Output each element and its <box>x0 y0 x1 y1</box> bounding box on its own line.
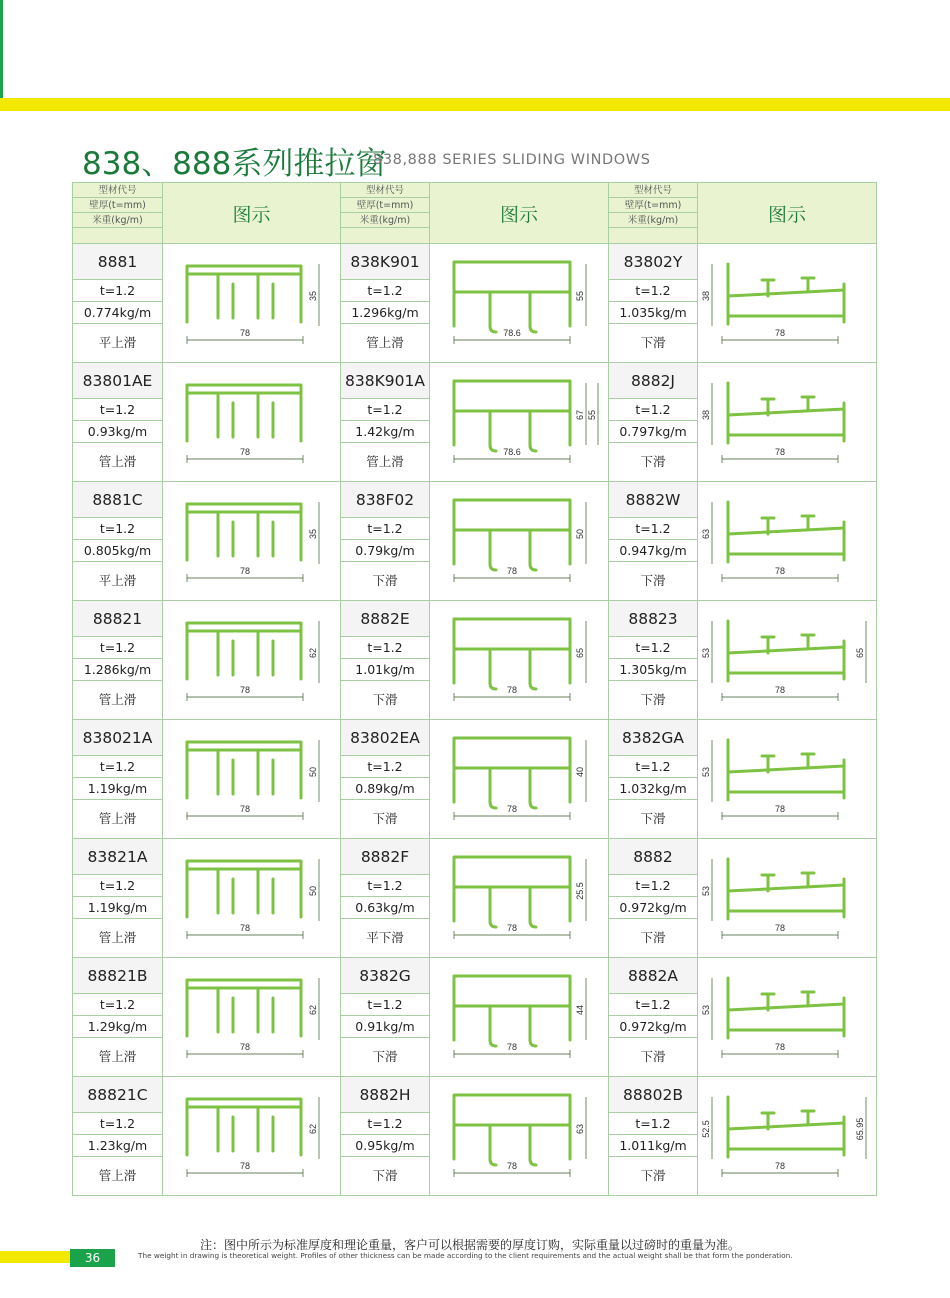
page-number: 36 <box>70 1249 115 1267</box>
profile-row <box>73 601 877 720</box>
dimension-label: 67 <box>575 409 585 421</box>
dimension-label: 78 <box>774 685 786 695</box>
profile-code: 8882F <box>341 839 429 875</box>
dimension-label: 78 <box>774 447 786 457</box>
profile-outline <box>187 861 301 917</box>
profile-code: 8382G <box>341 958 429 994</box>
profile-type: 下滑 <box>372 573 398 588</box>
profile-thickness: t=1.2 <box>341 994 429 1016</box>
profile-info <box>341 958 430 1077</box>
profile-info <box>341 720 430 839</box>
dimension-label: 78 <box>774 1161 786 1171</box>
profile-code: 83802Y <box>609 244 697 280</box>
header-thickness-label: 壁厚(t=mm) <box>341 198 429 213</box>
profile-outline <box>187 504 301 560</box>
profile-drawing <box>430 839 608 957</box>
profile-outline <box>454 619 570 689</box>
profile-drawing <box>163 244 341 362</box>
profile-outline <box>728 978 844 1038</box>
header-blank <box>341 228 429 243</box>
profile-drawing <box>430 482 608 600</box>
dimension-label: 78 <box>239 447 251 457</box>
profile-info <box>609 720 698 839</box>
profile-outline <box>187 266 301 322</box>
profile-type: 管上滑 <box>98 1049 137 1064</box>
header-labels <box>341 183 430 244</box>
dimension-label: 53 <box>701 766 711 778</box>
profile-outline <box>454 262 570 332</box>
profile-drawing <box>163 1077 341 1195</box>
profile-drawing-cell <box>698 1077 877 1196</box>
profile-weight: 0.774kg/m <box>73 302 162 324</box>
profile-info <box>73 958 163 1077</box>
header-drawing-label: 图示 <box>163 183 341 244</box>
profile-drawing-cell <box>163 1077 341 1196</box>
profile-outline <box>454 976 570 1046</box>
profile-outline <box>187 980 301 1036</box>
profile-thickness: t=1.2 <box>609 875 697 897</box>
profile-code: 838021A <box>73 720 162 756</box>
dimension-label: 78 <box>774 923 786 933</box>
profile-type: 下滑 <box>640 811 666 826</box>
dimension-label: 78 <box>239 1042 251 1052</box>
profile-type: 下滑 <box>372 811 398 826</box>
profile-code: 8882W <box>609 482 697 518</box>
left-accent-bar <box>0 0 3 98</box>
footnote-en: The weight in drawing is theoretical weight. Profiles of other thickness can be made according to the client requirements and the actual weight shall be that form the ponderation. <box>138 1251 793 1260</box>
dimension-label: 65 <box>575 647 585 659</box>
dimension-label: 63 <box>575 1123 585 1135</box>
profile-thickness: t=1.2 <box>609 280 697 302</box>
profile-thickness: t=1.2 <box>73 399 162 421</box>
dimension-label: 78 <box>774 566 786 576</box>
profile-type: 管上滑 <box>366 335 404 350</box>
profile-info <box>609 363 698 482</box>
profile-type: 下滑 <box>372 1168 398 1183</box>
profile-drawing-cell <box>163 720 341 839</box>
profile-weight: 0.95kg/m <box>341 1135 429 1157</box>
profile-type: 下滑 <box>640 335 666 350</box>
profile-type: 下滑 <box>640 454 666 469</box>
profile-code: 8382GA <box>609 720 697 756</box>
dimension-label: 78 <box>239 923 251 933</box>
profile-thickness: t=1.2 <box>609 994 697 1016</box>
profile-code: 8882A <box>609 958 697 994</box>
profile-thickness: t=1.2 <box>73 637 162 659</box>
profile-weight: 1.296kg/m <box>341 302 429 324</box>
profile-weight: 1.032kg/m <box>609 778 697 800</box>
profile-type: 管上滑 <box>98 692 137 707</box>
dimension-label: 78 <box>506 566 518 576</box>
profile-drawing <box>430 1077 608 1195</box>
profile-drawing-cell <box>430 601 609 720</box>
profile-drawing <box>430 601 608 719</box>
profile-row <box>73 244 877 363</box>
profile-thickness: t=1.2 <box>609 518 697 540</box>
dimension-lines <box>454 1097 586 1177</box>
profile-type: 管上滑 <box>366 454 404 469</box>
profile-drawing <box>698 244 876 362</box>
profile-type: 管上滑 <box>98 1168 137 1183</box>
dimension-label: 53 <box>701 885 711 897</box>
profile-weight: 0.91kg/m <box>341 1016 429 1038</box>
profile-type: 下滑 <box>640 1049 666 1064</box>
profile-type: 下滑 <box>640 573 666 588</box>
profile-drawing-cell <box>163 363 341 482</box>
profile-thickness: t=1.2 <box>73 518 162 540</box>
dimension-label: 55 <box>575 290 585 302</box>
profile-code: 88821B <box>73 958 162 994</box>
dimension-label: 62 <box>308 647 318 659</box>
header-labels <box>609 183 698 244</box>
dimension-lines <box>187 740 319 820</box>
profile-thickness: t=1.2 <box>341 280 429 302</box>
header-weight-label: 米重(kg/m) <box>73 213 162 228</box>
profile-info <box>609 1077 698 1196</box>
dimension-label: 78 <box>506 804 518 814</box>
profile-weight: 1.305kg/m <box>609 659 697 681</box>
profile-weight: 1.01kg/m <box>341 659 429 681</box>
profile-drawing <box>430 363 608 481</box>
profile-code: 88823 <box>609 601 697 637</box>
profile-thickness: t=1.2 <box>609 1113 697 1135</box>
profile-info <box>609 244 698 363</box>
profile-drawing-cell <box>163 601 341 720</box>
profile-drawing-cell <box>698 720 877 839</box>
profile-drawing <box>698 363 876 481</box>
dimension-label: 40 <box>575 766 585 778</box>
dimension-lines <box>454 859 586 939</box>
page-title: 838、888系列推拉窗 <box>82 146 387 182</box>
profile-drawing-cell <box>430 1077 609 1196</box>
profile-row <box>73 839 877 958</box>
profile-weight: 0.972kg/m <box>609 1016 697 1038</box>
profile-code: 83801AE <box>73 363 162 399</box>
profile-weight: 1.19kg/m <box>73 778 162 800</box>
profile-info <box>73 601 163 720</box>
profile-weight: 0.947kg/m <box>609 540 697 562</box>
dimension-label: 78 <box>774 804 786 814</box>
header-blank <box>609 228 697 243</box>
header-thickness-label: 壁厚(t=mm) <box>609 198 697 213</box>
profile-outline <box>454 857 570 927</box>
profile-drawing-cell <box>698 958 877 1077</box>
profile-type: 管上滑 <box>98 811 137 826</box>
profile-drawing-cell <box>698 244 877 363</box>
profile-drawing-cell <box>698 839 877 958</box>
profile-info <box>609 482 698 601</box>
profile-info <box>341 1077 430 1196</box>
profile-outline <box>728 264 844 324</box>
profile-drawing-cell <box>163 958 341 1077</box>
profile-outline <box>187 623 301 679</box>
dimension-label: 78 <box>774 328 786 338</box>
profile-type: 管上滑 <box>98 454 137 469</box>
profile-outline <box>454 500 570 570</box>
profile-thickness: t=1.2 <box>341 756 429 778</box>
dimension-label: 62 <box>308 1004 318 1016</box>
header-blank <box>73 228 162 243</box>
profile-drawing-cell <box>698 601 877 720</box>
profile-drawing-cell <box>163 839 341 958</box>
profile-code: 83802EA <box>341 720 429 756</box>
profile-outline <box>728 1097 844 1157</box>
profile-code: 8881 <box>73 244 162 280</box>
profile-thickness: t=1.2 <box>73 756 162 778</box>
dimension-label: 78 <box>506 685 518 695</box>
profile-weight: 0.805kg/m <box>73 540 162 562</box>
profile-thickness: t=1.2 <box>341 637 429 659</box>
profile-type: 下滑 <box>372 692 398 707</box>
dimension-label: 53 <box>701 647 711 659</box>
profile-weight: 0.63kg/m <box>341 897 429 919</box>
profile-thickness: t=1.2 <box>73 994 162 1016</box>
dimension-lines <box>187 1097 319 1177</box>
profile-weight: 1.42kg/m <box>341 421 429 443</box>
profile-row <box>73 482 877 601</box>
profile-info <box>73 244 163 363</box>
profile-drawing-cell <box>430 720 609 839</box>
header-drawing-label: 图示 <box>430 183 609 244</box>
profile-info <box>341 363 430 482</box>
profile-weight: 0.972kg/m <box>609 897 697 919</box>
profile-code: 8882E <box>341 601 429 637</box>
dimension-lines <box>454 502 586 582</box>
profile-outline <box>728 740 844 800</box>
dimension-lines <box>187 978 319 1058</box>
profile-thickness: t=1.2 <box>73 280 162 302</box>
profile-outline <box>187 742 301 798</box>
profile-drawing <box>430 720 608 838</box>
profile-outline <box>454 381 570 451</box>
profile-drawing-cell <box>698 482 877 601</box>
profile-thickness: t=1.2 <box>609 399 697 421</box>
dimension-label: 53 <box>701 1004 711 1016</box>
profile-drawing-cell <box>430 958 609 1077</box>
profile-drawing <box>163 958 341 1076</box>
profile-weight: 1.23kg/m <box>73 1135 162 1157</box>
profile-thickness: t=1.2 <box>341 399 429 421</box>
profile-code: 88821C <box>73 1077 162 1113</box>
dimension-label: 38 <box>701 409 711 421</box>
profile-outline <box>728 621 844 681</box>
dimension-label: 78 <box>506 1042 518 1052</box>
profile-thickness: t=1.2 <box>73 875 162 897</box>
profile-drawing-cell <box>430 244 609 363</box>
profile-code: 88821 <box>73 601 162 637</box>
profile-thickness: t=1.2 <box>341 518 429 540</box>
dimension-label: 50 <box>308 885 318 897</box>
dimension-label: 78 <box>239 566 251 576</box>
profile-drawing <box>430 958 608 1076</box>
header-code-label: 型材代号 <box>73 183 162 198</box>
profile-weight: 1.035kg/m <box>609 302 697 324</box>
page-subtitle: 838,888 SERIES SLIDING WINDOWS <box>373 152 651 168</box>
profile-thickness: t=1.2 <box>609 756 697 778</box>
profile-drawing-cell <box>430 363 609 482</box>
profile-weight: 0.89kg/m <box>341 778 429 800</box>
profile-row <box>73 363 877 482</box>
profile-drawing-cell <box>163 244 341 363</box>
profile-drawing <box>163 720 341 838</box>
dimension-label: 50 <box>575 528 585 540</box>
profile-code: 8882J <box>609 363 697 399</box>
dimension-label: 78 <box>506 1161 518 1171</box>
profile-type: 下滑 <box>640 692 666 707</box>
profile-weight: 0.93kg/m <box>73 421 162 443</box>
dimension-label: 62 <box>308 1123 318 1135</box>
profile-drawing <box>163 363 341 481</box>
footnote-cn: 注：图中所示为标准厚度和理论重量，客户可以根据需要的厚度订购，实际重量以过磅时的重量为准。 <box>200 1238 741 1252</box>
profile-type: 管上滑 <box>98 930 137 945</box>
profile-outline <box>454 1095 570 1165</box>
profile-row <box>73 1077 877 1196</box>
profile-thickness: t=1.2 <box>341 1113 429 1135</box>
table-header <box>73 183 877 244</box>
dimension-label: 78 <box>239 1161 251 1171</box>
profile-info <box>341 244 430 363</box>
dimension-label: 52.5 <box>701 1120 711 1138</box>
dimension-label: 44 <box>575 1004 585 1016</box>
dimension-label: 38 <box>701 290 711 302</box>
dimension-label: 55 <box>587 409 597 421</box>
dimension-label: 25.5 <box>575 882 585 900</box>
profile-type: 平上滑 <box>98 335 137 350</box>
header-code-label: 型材代号 <box>341 183 429 198</box>
profile-info <box>73 839 163 958</box>
dimension-lines <box>187 859 319 939</box>
profile-code: 8881C <box>73 482 162 518</box>
profile-code: 88802B <box>609 1077 697 1113</box>
profile-type: 下滑 <box>640 930 666 945</box>
dimension-label: 78.6 <box>503 447 521 457</box>
header-stripe <box>0 98 950 111</box>
profile-outline <box>728 859 844 919</box>
dimension-label: 78.6 <box>503 328 521 338</box>
dimension-lines <box>454 740 586 820</box>
profile-outline <box>454 738 570 808</box>
profile-code: 838F02 <box>341 482 429 518</box>
profile-weight: 0.797kg/m <box>609 421 697 443</box>
profile-weight: 1.29kg/m <box>73 1016 162 1038</box>
profile-drawing-cell <box>698 363 877 482</box>
dimension-label: 50 <box>308 766 318 778</box>
profile-outline <box>187 1099 301 1155</box>
header-code-label: 型材代号 <box>609 183 697 198</box>
profile-drawing <box>163 482 341 600</box>
profile-info <box>341 482 430 601</box>
profile-row <box>73 720 877 839</box>
dimension-lines <box>187 621 319 701</box>
profile-code: 8882H <box>341 1077 429 1113</box>
profile-thickness: t=1.2 <box>341 875 429 897</box>
profile-thickness: t=1.2 <box>609 637 697 659</box>
dimension-label: 78 <box>239 685 251 695</box>
profile-info <box>609 601 698 720</box>
profile-drawing <box>698 1077 876 1195</box>
profile-drawing-cell <box>430 482 609 601</box>
profile-info <box>609 958 698 1077</box>
profile-info <box>73 363 163 482</box>
footer-stripe <box>0 1251 70 1263</box>
profile-thickness: t=1.2 <box>73 1113 162 1135</box>
dimension-lines <box>454 383 598 463</box>
dimension-label: 78 <box>774 1042 786 1052</box>
profile-weight: 1.286kg/m <box>73 659 162 681</box>
profile-info <box>73 1077 163 1196</box>
profile-weight: 0.79kg/m <box>341 540 429 562</box>
profile-outline <box>187 385 301 441</box>
profile-drawing <box>698 601 876 719</box>
dimension-label: 78 <box>239 804 251 814</box>
profile-drawing <box>163 839 341 957</box>
dimension-lines <box>454 621 586 701</box>
profile-info <box>341 839 430 958</box>
profile-info <box>609 839 698 958</box>
header-weight-label: 米重(kg/m) <box>609 213 697 228</box>
dimension-label: 65 <box>855 647 865 659</box>
profile-drawing <box>698 839 876 957</box>
profile-code: 8882 <box>609 839 697 875</box>
dimension-label: 35 <box>308 290 318 302</box>
profile-row <box>73 958 877 1077</box>
profile-code: 83821A <box>73 839 162 875</box>
dimension-lines <box>187 264 319 344</box>
dimension-label: 63 <box>701 528 711 540</box>
dimension-lines <box>454 978 586 1058</box>
profile-info <box>73 482 163 601</box>
profile-drawing <box>430 244 608 362</box>
profile-type: 平下滑 <box>366 930 404 945</box>
dimension-label: 65.95 <box>855 1117 865 1141</box>
profile-info <box>73 720 163 839</box>
dimension-label: 78 <box>239 328 251 338</box>
profile-weight: 1.011kg/m <box>609 1135 697 1157</box>
profile-type: 下滑 <box>372 1049 398 1064</box>
dimension-label: 78 <box>506 923 518 933</box>
profile-type: 下滑 <box>640 1168 666 1183</box>
profile-code: 838K901A <box>341 363 429 399</box>
profile-drawing <box>698 958 876 1076</box>
profile-weight: 1.19kg/m <box>73 897 162 919</box>
profile-outline <box>728 383 844 443</box>
dimension-lines <box>187 502 319 582</box>
profile-outline <box>728 502 844 562</box>
header-labels <box>73 183 163 244</box>
profile-drawing-cell <box>430 839 609 958</box>
header-drawing-label: 图示 <box>698 183 877 244</box>
profile-drawing-cell <box>163 482 341 601</box>
profile-info <box>341 601 430 720</box>
header-thickness-label: 壁厚(t=mm) <box>73 198 162 213</box>
dimension-label: 35 <box>308 528 318 540</box>
profile-type: 平上滑 <box>98 573 137 588</box>
profile-drawing <box>698 482 876 600</box>
profile-table <box>72 182 877 1196</box>
profile-drawing <box>698 720 876 838</box>
header-weight-label: 米重(kg/m) <box>341 213 429 228</box>
profile-code: 838K901 <box>341 244 429 280</box>
profile-drawing <box>163 601 341 719</box>
